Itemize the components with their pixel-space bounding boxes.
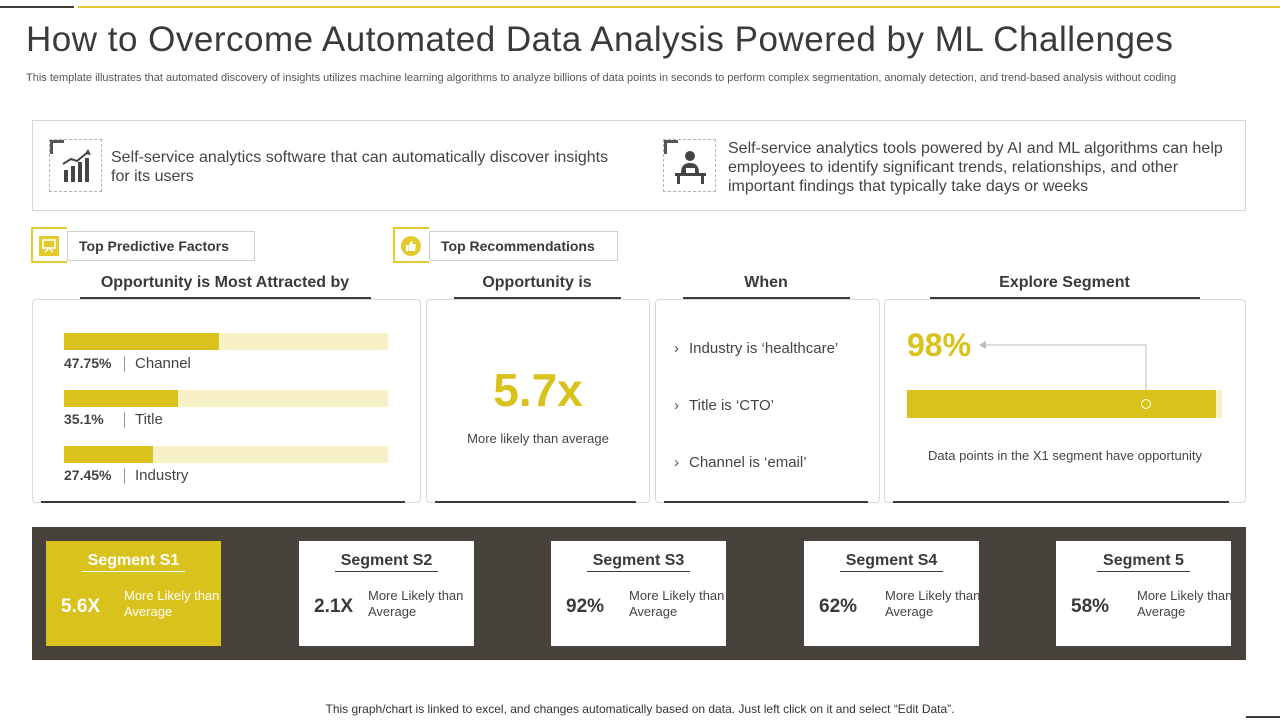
explore-bar-track (907, 390, 1222, 418)
segment-title: Segment S4 (804, 552, 979, 570)
segment-card-s5[interactable] (1056, 541, 1231, 646)
when-item-text: Industry is ‘healthcare’ (689, 340, 839, 357)
factor-bar-fill (64, 446, 153, 463)
segment-card-s2[interactable] (299, 541, 474, 646)
segment-card-s1[interactable] (46, 541, 221, 646)
segment-desc: More Likely than Average (368, 588, 464, 619)
factor-pct: 27.45% (64, 467, 112, 483)
factor-name: Title (135, 411, 163, 428)
info-text-1: Self-service analytics software that can automatically discover insights for its users (111, 149, 609, 185)
segment-desc: More Likely than Average (124, 588, 220, 619)
when-item (674, 397, 774, 414)
segment-desc: More Likely than Average (1137, 588, 1233, 619)
segment-title: Segment 5 (1056, 552, 1231, 570)
when-card-bottom-line (664, 501, 868, 503)
bottom-corner-line (1246, 716, 1280, 718)
col-head-attracted: Opportunity is Most Attracted by (100, 274, 350, 291)
thumbs-up-icon (393, 227, 429, 263)
footer-note: This graph/chart is linked to excel, and changes automatically based on data. Just left click on it and select “Edit Data”. (325, 702, 955, 716)
factor-separator (124, 412, 125, 428)
segment-title: Segment S2 (299, 552, 474, 570)
employee-desk-icon (663, 139, 716, 192)
top-accent-line-gold (78, 6, 1280, 8)
factor-bar-fill (64, 333, 219, 350)
analytics-chart-icon (49, 139, 102, 192)
when-item (674, 340, 838, 357)
factor-name: Channel (135, 355, 191, 372)
info-box (32, 120, 1246, 211)
segment-title: Segment S3 (551, 552, 726, 570)
segment-value: 62% (819, 596, 858, 617)
factor-pct: 47.75% (64, 355, 112, 371)
explore-card-bottom-line (893, 501, 1229, 503)
segment-value: 58% (1071, 596, 1110, 617)
factor-bar-track (64, 390, 388, 407)
segment-title: Segment S1 (46, 552, 221, 570)
opportunity-card-bottom-line (435, 501, 636, 503)
factor-separator (124, 356, 125, 372)
segment-desc: More Likely than Average (629, 588, 725, 619)
explore-value: 98% (907, 327, 972, 363)
page-subtitle: This template illustrates that automated discovery of insights utilizes machine learning algorithms to analyze billions of data points in seconds to perform complex segmentation, anomaly detection, and trend-based analysis without coding (26, 72, 1177, 84)
top-predictive-factors-label: Top Predictive Factors (67, 231, 255, 261)
explore-note: Data points in the X1 segment have opportunity (928, 448, 1202, 463)
presentation-board-icon (31, 227, 67, 263)
col-head-explore: Explore Segment (999, 274, 1130, 291)
explore-card (884, 299, 1246, 503)
explore-bar-fill (907, 390, 1216, 418)
when-item (674, 454, 807, 471)
chevron-right-icon: › (674, 340, 679, 357)
top-accent-line-dark (0, 6, 74, 8)
page-title: How to Overcome Automated Data Analysis Powered by ML Challenges (26, 20, 1174, 59)
chevron-right-icon: › (674, 454, 679, 471)
opportunity-card (426, 299, 650, 503)
factors-card-bottom-line (41, 501, 405, 503)
top-recommendations-label: Top Recommendations (429, 231, 618, 261)
col-head-when: When (744, 274, 788, 291)
factor-name: Industry (135, 467, 189, 484)
segment-card-s3[interactable] (551, 541, 726, 646)
segment-card-s4[interactable] (804, 541, 979, 646)
segment-desc: More Likely than Average (885, 588, 981, 619)
factor-separator (124, 468, 125, 484)
when-card (655, 299, 880, 503)
explore-marker (1141, 399, 1151, 409)
factor-pct: 35.1% (64, 411, 104, 427)
info-text-2: Self-service analytics tools powered by AI and ML algorithms can help employees to identify significant trends, relationships, and other important findings that typically take days or weeks (728, 140, 1223, 195)
chevron-right-icon: › (674, 397, 679, 414)
factor-bar-fill (64, 390, 178, 407)
factor-bar-track (64, 446, 388, 463)
when-item-text: Channel is ‘email’ (689, 454, 807, 471)
segment-value: 92% (566, 596, 605, 617)
when-item-text: Title is ‘CTO’ (689, 397, 775, 414)
segment-value: 5.6X (61, 596, 101, 617)
opportunity-value: 5.7x (493, 364, 583, 416)
col-head-opportunity: Opportunity is (482, 274, 592, 291)
factors-card (32, 299, 421, 503)
factor-bar-track (64, 333, 388, 350)
segment-value: 2.1X (314, 596, 354, 617)
opportunity-note: More likely than average (467, 431, 609, 446)
